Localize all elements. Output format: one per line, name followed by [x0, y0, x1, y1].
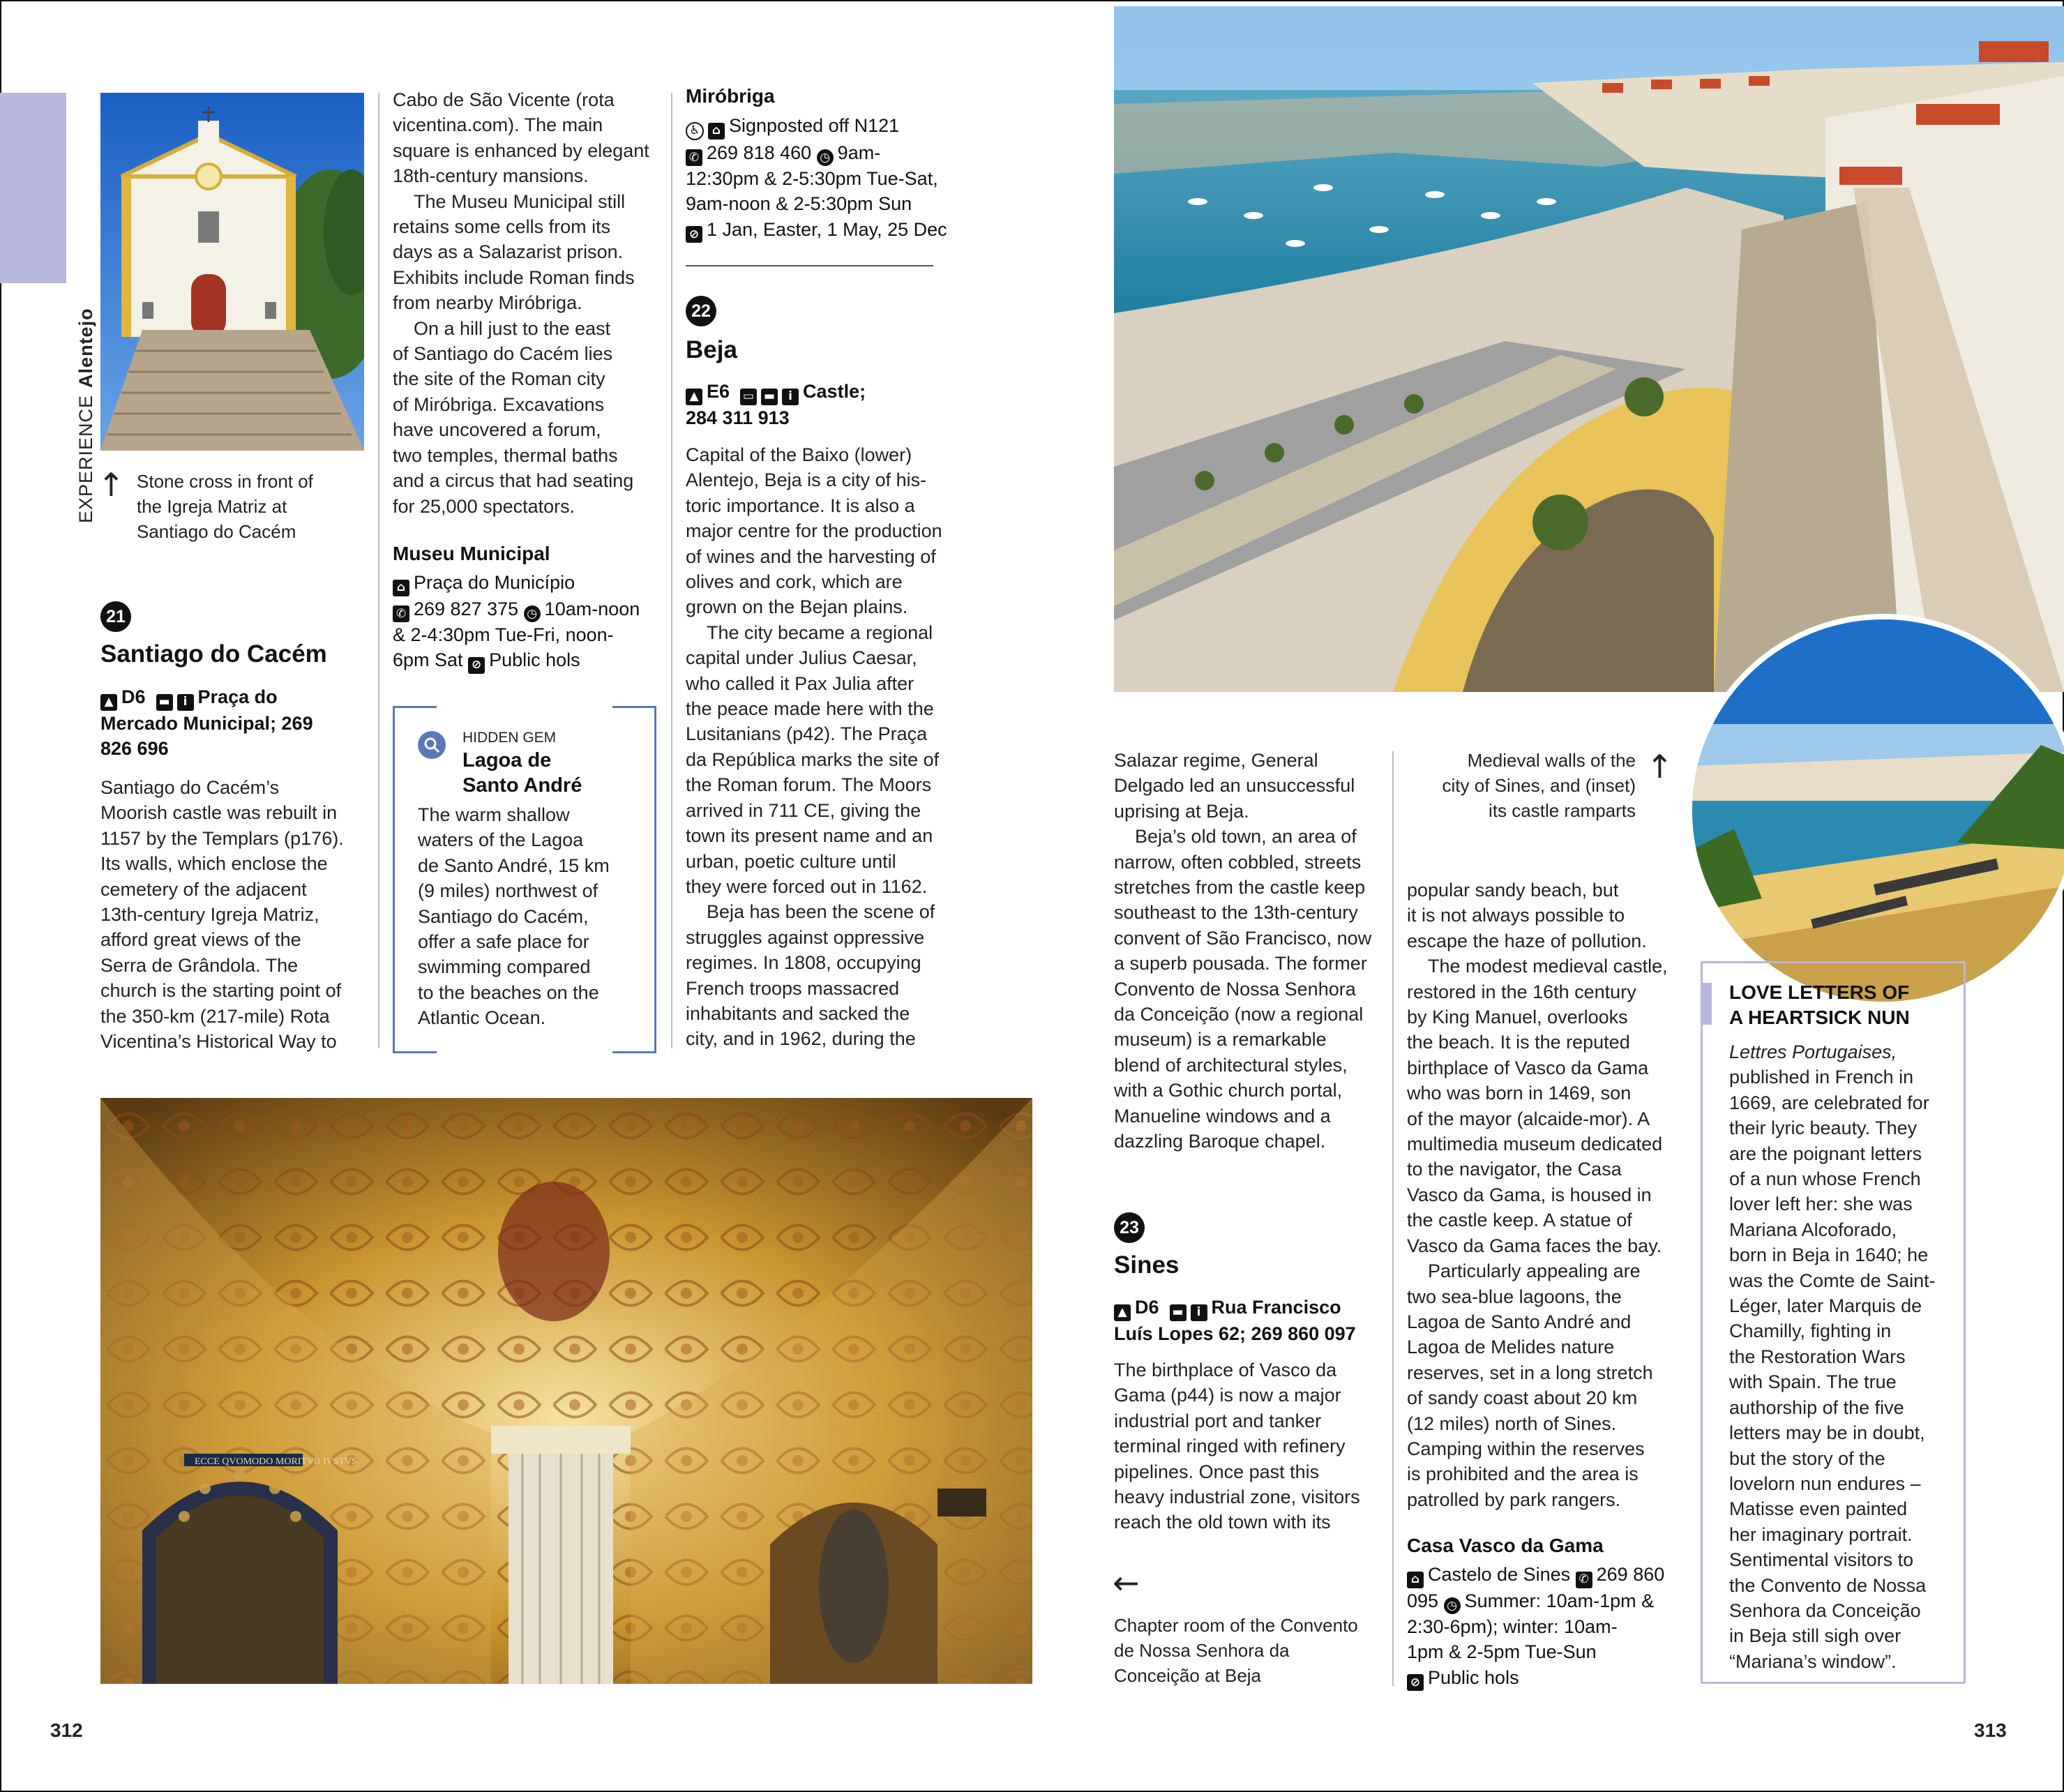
santiago-info: ▲ D6 ▬ i Praça do Mercado Municipal; 269 826 696 [100, 686, 313, 759]
sines-castle-inset-photo [1687, 614, 2064, 1007]
mirobriga-title: Miróbriga [686, 85, 775, 107]
sines-body: The birthplace of Vasco da Gama (p44) is now a major industrial port and tanker terminal ringed with refinery pipelines. Once past this heavy industrial zone, visitors reach the old town with its [1114, 1360, 1360, 1533]
map-icon: ▲ [686, 389, 702, 405]
closed-icon: ⊘ [1407, 1674, 1424, 1691]
right-col2-body: popular sandy beach, but it is not always possible to escape the haze of pollution. The modest medieval castle, restored in the 16th century by King Manuel, overlooks the beach. It is the reputed birthplace of Vasco da Gama who was born in 1469, son of the mayor (alcaide-mor). A multimedia museum dedicated to the navigator, the Casa Vasco da Gama, is housed in the castle keep. A statue of Vasco da Gama faces the bay. Particularly appealing are two sea-blue lagoons, the Lagoa de Santo André and Lagoa de Melides nature reserves, set in a long stretch of sandy coast about 20 km (12 miles) north of Sines. Camping within the reserves is prohibited and the area is patrolled by park rangers. [1407, 880, 1668, 1510]
section-separator [686, 265, 933, 266]
section-side-tab [0, 93, 66, 283]
bus-icon: ▬ [761, 389, 778, 405]
train-icon: ▭ [740, 389, 757, 405]
love-letters-title: LOVE LETTERS OF A HEARTSICK NUN [1729, 981, 1910, 1028]
beja-body: Capital of the Baixo (lower) Alentejo, Beja is a city of his- toric importance. It is also a major centre for the production of wines and the harvesting of olives and cork, which are grown on the Bejan plains. The city became a regional capital under Julius Caesar, who called it Pax Julia after the peace made here with the Lusitanians (p42). The Praça da República marks the site of the Roman forum. The Moors arrived in 711 CE, giving the town its present name and an urban, poetic culture until they were forced out in 1162. Beja has been the scene of struggles against oppressive regimes. In 1808, occupying French troops massacred inhabitants and sacked the city, and in 1962, during the [686, 444, 942, 1050]
section-number-badge: 23 [1114, 1212, 1145, 1243]
page-number-left: 312 [50, 1719, 83, 1741]
clock-icon: ◷ [817, 149, 834, 166]
hidden-gem-body: The warm shallow waters of the Lagoa de Santo André, 15 km (9 miles) northwest of Santiago do Cacém, offer a safe place for swimming compared to the beaches on the Atlantic Ocean. [418, 804, 610, 1029]
sines-caption: Medieval walls of the city of Sines, and (inset) its castle ramparts [1442, 750, 1636, 821]
museu-municipal-info: ⌂ Praça do Município ✆ 269 827 375 ◷ 10am-noon & 2-4:30pm Tue-Fri, noon- 6pm Sat ⊘ Public hols [393, 570, 665, 674]
phone-icon: ✆ [1576, 1572, 1592, 1588]
column-divider [1392, 751, 1394, 1686]
beja-info: ▲ E6 ▭ ▬ i Castle; 284 311 913 [686, 381, 866, 428]
section-number-badge: 22 [686, 296, 716, 326]
phone-icon: ✆ [393, 605, 409, 622]
fresco-inscription: ECCE QVOMODO MORITVR IVSTVS [195, 1456, 357, 1467]
clock-icon: ◷ [1444, 1597, 1461, 1614]
closed-icon: ⊘ [686, 226, 702, 243]
map-icon: ▲ [100, 694, 117, 711]
chapter-room-photo [100, 1098, 1032, 1684]
phone-icon: ✆ [686, 149, 702, 166]
hidden-gem-box [393, 706, 656, 1049]
section-title-beja: Beja [686, 336, 737, 363]
right-col1-body: Salazar regime, General Delgado led an unsuccessful uprising at Beja. Beja’s old town, an area of narrow, often cobbled, streets stretches from the castle keep southeast to the 13th-century convent of São Francisco, now a superb pousada. The former Convento de Nossa Senhora da Conceição (now a regional museum) is a remarkable blend of architectural styles, with a Gothic church portal, Manueline windows and a dazzling Baroque chapel. [1114, 750, 1372, 1152]
santiago-body: Santiago do Cacém’s Moorish castle was rebuilt in 1157 by the Templars (p176). Its walls, which enclose the cemetery of the adjacent 13th-century Igreja Matriz, afford great views of the Serra de Grândola. The church is the starting point of the 350-km (217-mile) Rota Vicentina’s Historical Way to [100, 777, 344, 1053]
col2-body: Cabo de São Vicente (rota vicentina.com). The main square is enhanced by elegant 18th-century mansions. The Museu Municipal still retains some cells from its days as a Salazarist prison. Exhibits include Roman finds from nearby Miróbriga. On a hill just to the east of Santiago do Cacém lies the site of the Roman city of Miróbriga. Excavations have uncovered a forum, two temples, thermal baths and a circus that had seating for 25,000 spectators. [393, 89, 649, 517]
clock-icon: ◷ [524, 605, 541, 622]
closed-icon: ⊘ [468, 657, 485, 674]
section-side-label: EXPERIENCEAlentejo [75, 308, 96, 523]
address-icon: ⌂ [708, 123, 725, 140]
bus-icon: ▬ [156, 694, 173, 711]
section-title-sines: Sines [1114, 1251, 1180, 1279]
museu-municipal-title: Museu Municipal [393, 543, 550, 564]
left-arrow-icon: ← [1113, 1564, 1140, 1602]
up-arrow-icon: ↑ [1646, 748, 1673, 785]
info-icon: i [1191, 1304, 1207, 1321]
column-divider [671, 93, 672, 1048]
bus-icon: ▬ [1170, 1304, 1187, 1321]
search-icon [418, 731, 446, 759]
sidebar-accent-bar [1701, 983, 1712, 1025]
section-title-santiago: Santiago do Cacém [100, 640, 327, 668]
chapter-room-caption: Chapter room of the Convento de Nossa Senhora da Conceição at Beja [1114, 1615, 1358, 1686]
hidden-gem-title: Lagoa de Santo André [462, 749, 582, 797]
love-letters-sidebar [1701, 961, 1966, 1684]
map-icon: ▲ [1114, 1304, 1131, 1321]
wheelchair-icon: ♿ [686, 122, 704, 140]
info-icon: i [782, 389, 799, 405]
section-number-badge: 21 [100, 601, 131, 632]
church-caption: Stone cross in front of the Igreja Matriz at Santiago do Cacém [137, 471, 313, 542]
mirobriga-info: ♿ ⌂ Signposted off N121 ✆ 269 818 460 ◷ 9am- 12:30pm & 2-5:30pm Tue-Sat, 9am-noon & 2-5:30pm Sun ⊘ 1 Jan, Easter, 1 May, 25 Dec [686, 113, 958, 243]
casa-vasco-da-gama-info: ⌂ Castelo de Sines ✆ 269 860 095 ◷ Summer: 10am-1pm & 2:30-6pm); winter: 10am- 1pm & 2-5pm Tue-Sun ⊘ Public hols [1407, 1562, 1686, 1691]
casa-vasco-da-gama-title: Casa Vasco da Gama [1407, 1535, 1604, 1556]
address-icon: ⌂ [393, 580, 409, 596]
column-divider [378, 93, 379, 1048]
sines-harbor-photo [1114, 6, 2064, 692]
church-photo [100, 93, 364, 451]
page-number-right: 313 [1974, 1719, 2007, 1741]
info-icon: i [177, 694, 194, 711]
address-icon: ⌂ [1407, 1572, 1424, 1588]
hidden-gem-label: HIDDEN GEM [462, 730, 557, 746]
up-arrow-icon: ↑ [98, 466, 125, 504]
love-letters-body: Lettres Portugaises, published in French in 1669, are celebrated for their lyric beauty. They are the poignant letters of a nun whose French lover left her: she was Mariana Alcoforado, born in Beja in 1640; he was the Comte de Saint- Léger, later Marquis de Chamilly, fighting in the Restoration Wars with Spain. The true authorship of the five letters may be in doubt, but the story of the lovelorn nun endures – Matisse even painted her imaginary portrait. Sentimental visitors to the Convento de Nossa Senhora da Conceição in Beja still sigh over “Mariana’s window”. [1729, 1041, 1936, 1672]
sines-info: ▲ D6 ▬ i Rua Francisco Luís Lopes 62; 269 860 097 [1114, 1297, 1356, 1344]
